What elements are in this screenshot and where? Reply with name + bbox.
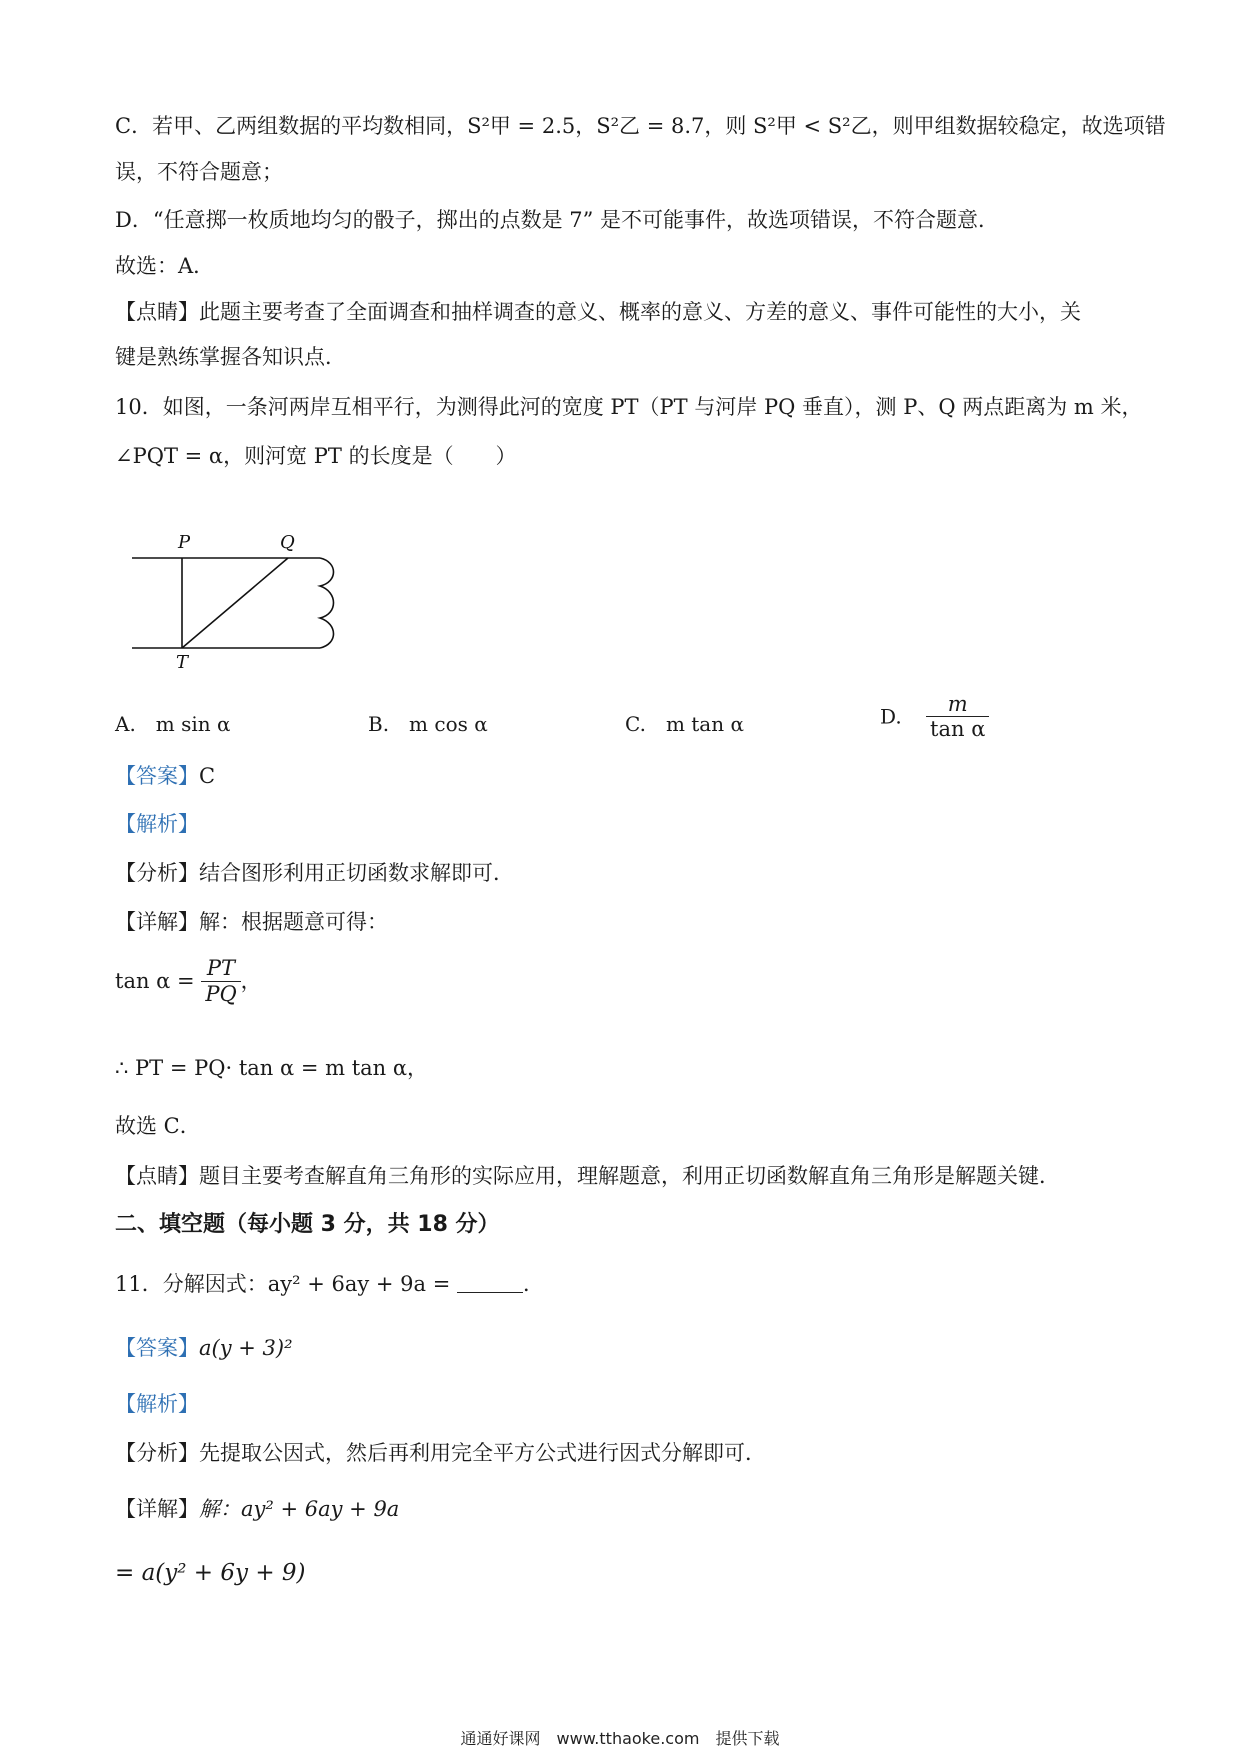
q10-option-d-prefix: D. xyxy=(880,704,902,729)
segment-qt xyxy=(182,558,288,648)
q11-answer xyxy=(115,1336,293,1361)
q10-fenxi xyxy=(115,861,514,886)
q11-xiangjie-tag: 【详解】 xyxy=(115,1497,199,1521)
q9-choice: 故选：A． xyxy=(115,254,215,278)
q9-option-c-line1 xyxy=(115,114,1166,139)
label-t: T xyxy=(176,652,189,670)
q10-option-d-numerator: m xyxy=(926,692,989,717)
q10-tan-lhs: tan α = xyxy=(115,969,195,994)
q10-tan-numerator: PT xyxy=(201,956,240,982)
q10-option-d-denominator: tan α xyxy=(930,717,986,741)
q9-dianjing-text1: 此题主要考查了全面调查和抽样调查的意义、概率的意义、方差的意义、事件可能性的大小，关 xyxy=(199,300,1081,324)
q11-stem-tail: ． xyxy=(523,1272,544,1296)
q10-tan-fraction xyxy=(201,956,240,1007)
q11-answer-tag: 【答案】 xyxy=(115,1336,199,1360)
q10-jiexi-tag: 【解析】 xyxy=(115,812,199,836)
q10-fenxi-text: 结合图形利用正切函数求解即可． xyxy=(199,861,514,885)
q10-choice: 故选 C． xyxy=(115,1114,201,1138)
q11-answer-value: a(y + 3)² xyxy=(199,1336,293,1360)
q10-answer-value: C xyxy=(199,764,216,788)
q10-dianjing-tag: 【点睛】 xyxy=(115,1164,199,1188)
q9-option-c-suffix: 则甲组数据较稳定，故选项错 xyxy=(892,114,1166,138)
q11-fenxi-tag: 【分析】 xyxy=(115,1441,199,1465)
q10-therefore: ∴ PT = PQ· tan α = m tan α， xyxy=(115,1056,429,1080)
q10-stem-line1: 10．如图，一条河两岸互相平行，为测得此河的宽度 PT（PT 与河岸 PQ 垂直），测 P、Q 两点距离为 m 米， xyxy=(115,395,1143,419)
q10-xiangjie-text: 解：根据题意可得： xyxy=(199,910,388,934)
page-footer: 通通好课网 www.tthaoke.com 提供下载 xyxy=(460,1729,780,1748)
label-q: Q xyxy=(280,532,295,553)
q11-stem-text: 11．分解因式：ay² + 6ay + 9a = xyxy=(115,1272,451,1296)
q10-tan-equation xyxy=(115,956,262,1007)
q10-option-c: C. m tan α xyxy=(625,712,744,736)
river-diagram xyxy=(110,520,350,670)
q10-xiangjie-tag: 【详解】 xyxy=(115,910,199,934)
q9-option-d: D．“任意掷一枚质地均匀的骰子，掷出的点数是 7” 是不可能事件，故选项错误，不符合题意． xyxy=(115,208,1000,232)
q10-answer-tag: 【答案】 xyxy=(115,764,199,788)
section2-heading: 二、填空题（每小题 3 分，共 18 分） xyxy=(115,1212,500,1237)
q10-option-d-fraction xyxy=(926,692,989,741)
river-bend xyxy=(320,558,334,648)
q9-dianjing-line1 xyxy=(115,300,1081,325)
q11-fenxi-text: 先提取公因式，然后再利用完全平方公式进行因式分解即可． xyxy=(199,1441,766,1465)
q10-dianjing-text: 题目主要考查解直角三角形的实际应用，理解题意，利用正切函数解直角三角形是解题关键． xyxy=(199,1164,1060,1188)
q10-xiangjie xyxy=(115,910,388,935)
q11-stem xyxy=(115,1272,544,1297)
q9-option-c-line2: 误，不符合题意； xyxy=(115,160,283,184)
q10-option-b: B. m cos α xyxy=(368,712,488,736)
q10-option-a: A. m sin α xyxy=(115,712,231,736)
q11-step1: = a(y² + 6y + 9) xyxy=(115,1560,306,1586)
q10-stem-line2: ∠PQT = α，则河宽 PT 的长度是（ ） xyxy=(115,444,517,468)
q10-tan-tail: ， xyxy=(240,969,262,994)
q11-xiangjie xyxy=(115,1497,399,1522)
q9-dianjing-line2: 键是熟练掌握各知识点． xyxy=(115,345,346,369)
label-p: P xyxy=(178,532,191,553)
q9-option-c-formula: S²甲 = 2.5，S²乙 = 8.7，则 S²甲 < S²乙， xyxy=(467,114,893,138)
q11-jiexi-tag: 【解析】 xyxy=(115,1392,199,1416)
q10-tan-denominator: PQ xyxy=(205,982,237,1007)
q10-dianjing xyxy=(115,1164,1060,1189)
q10-fenxi-tag: 【分析】 xyxy=(115,861,199,885)
q11-answer-blank xyxy=(457,1274,523,1293)
q11-fenxi xyxy=(115,1441,766,1466)
q11-xiangjie-text: 解：ay² + 6ay + 9a xyxy=(199,1497,400,1521)
q10-answer xyxy=(115,764,215,789)
q10-option-d xyxy=(880,692,989,741)
q9-dianjing-tag: 【点睛】 xyxy=(115,300,199,324)
q9-option-c-prefix: C．若甲、乙两组数据的平均数相同， xyxy=(115,114,468,138)
